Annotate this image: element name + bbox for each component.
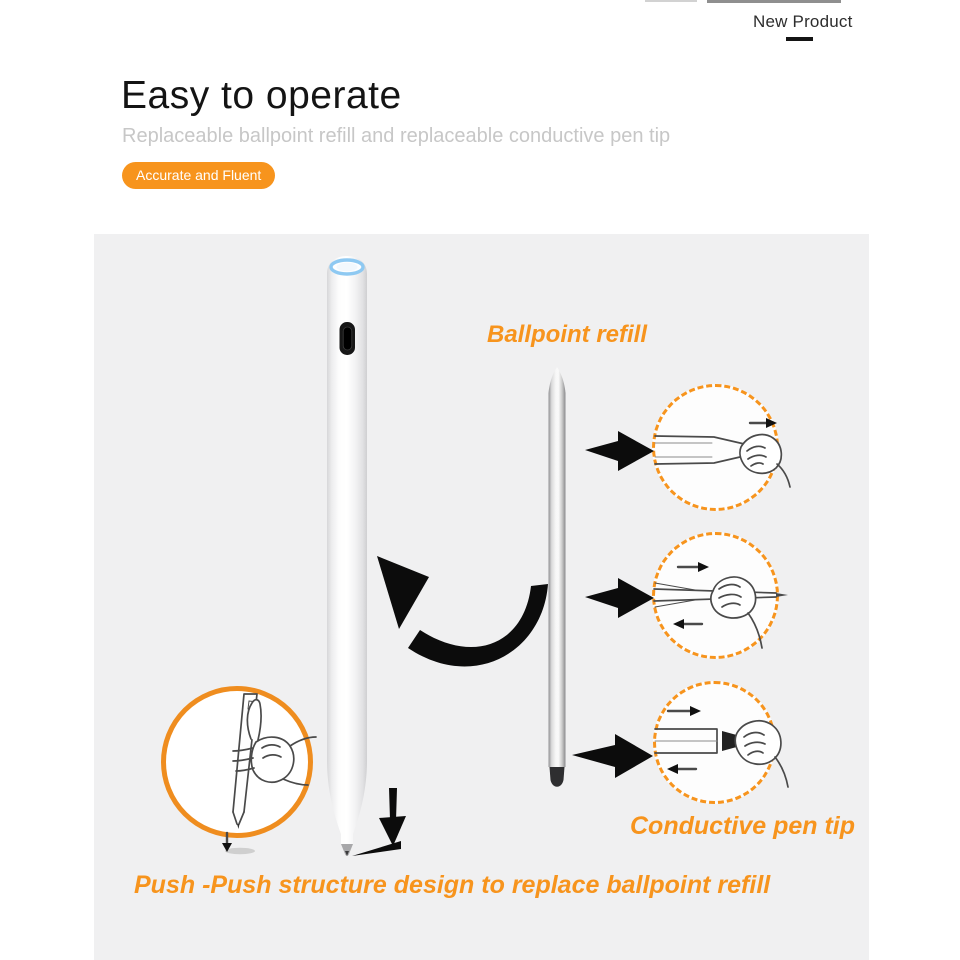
arrow-right-icon [572, 431, 654, 778]
pull-pen-tip-hand-illustration [655, 418, 790, 487]
curved-arrow-icon [377, 556, 548, 666]
accuracy-badge: Accurate and Fluent [122, 162, 275, 189]
push-push-caption: Push -Push structure design to replace ballpoint refill [134, 871, 771, 899]
stylus-pen-illustration [327, 256, 367, 856]
refill-conductive-tip [550, 767, 565, 787]
hold-refill-hand-illustration [654, 562, 788, 648]
ballpoint-refill-label: Ballpoint refill [487, 321, 648, 348]
new-product-label: New Product [753, 12, 853, 31]
page-title: Easy to operate [121, 74, 402, 117]
ballpoint-refill-illustration [549, 367, 566, 787]
push-pen-on-surface-hand-illustration [222, 694, 316, 854]
conductive-tip-label: Conductive pen tip [630, 812, 855, 840]
page-subtitle: Replaceable ballpoint refill and replaceable conductive pen tip [122, 125, 671, 147]
replace-conductive-tip-hand-illustration [655, 706, 788, 787]
